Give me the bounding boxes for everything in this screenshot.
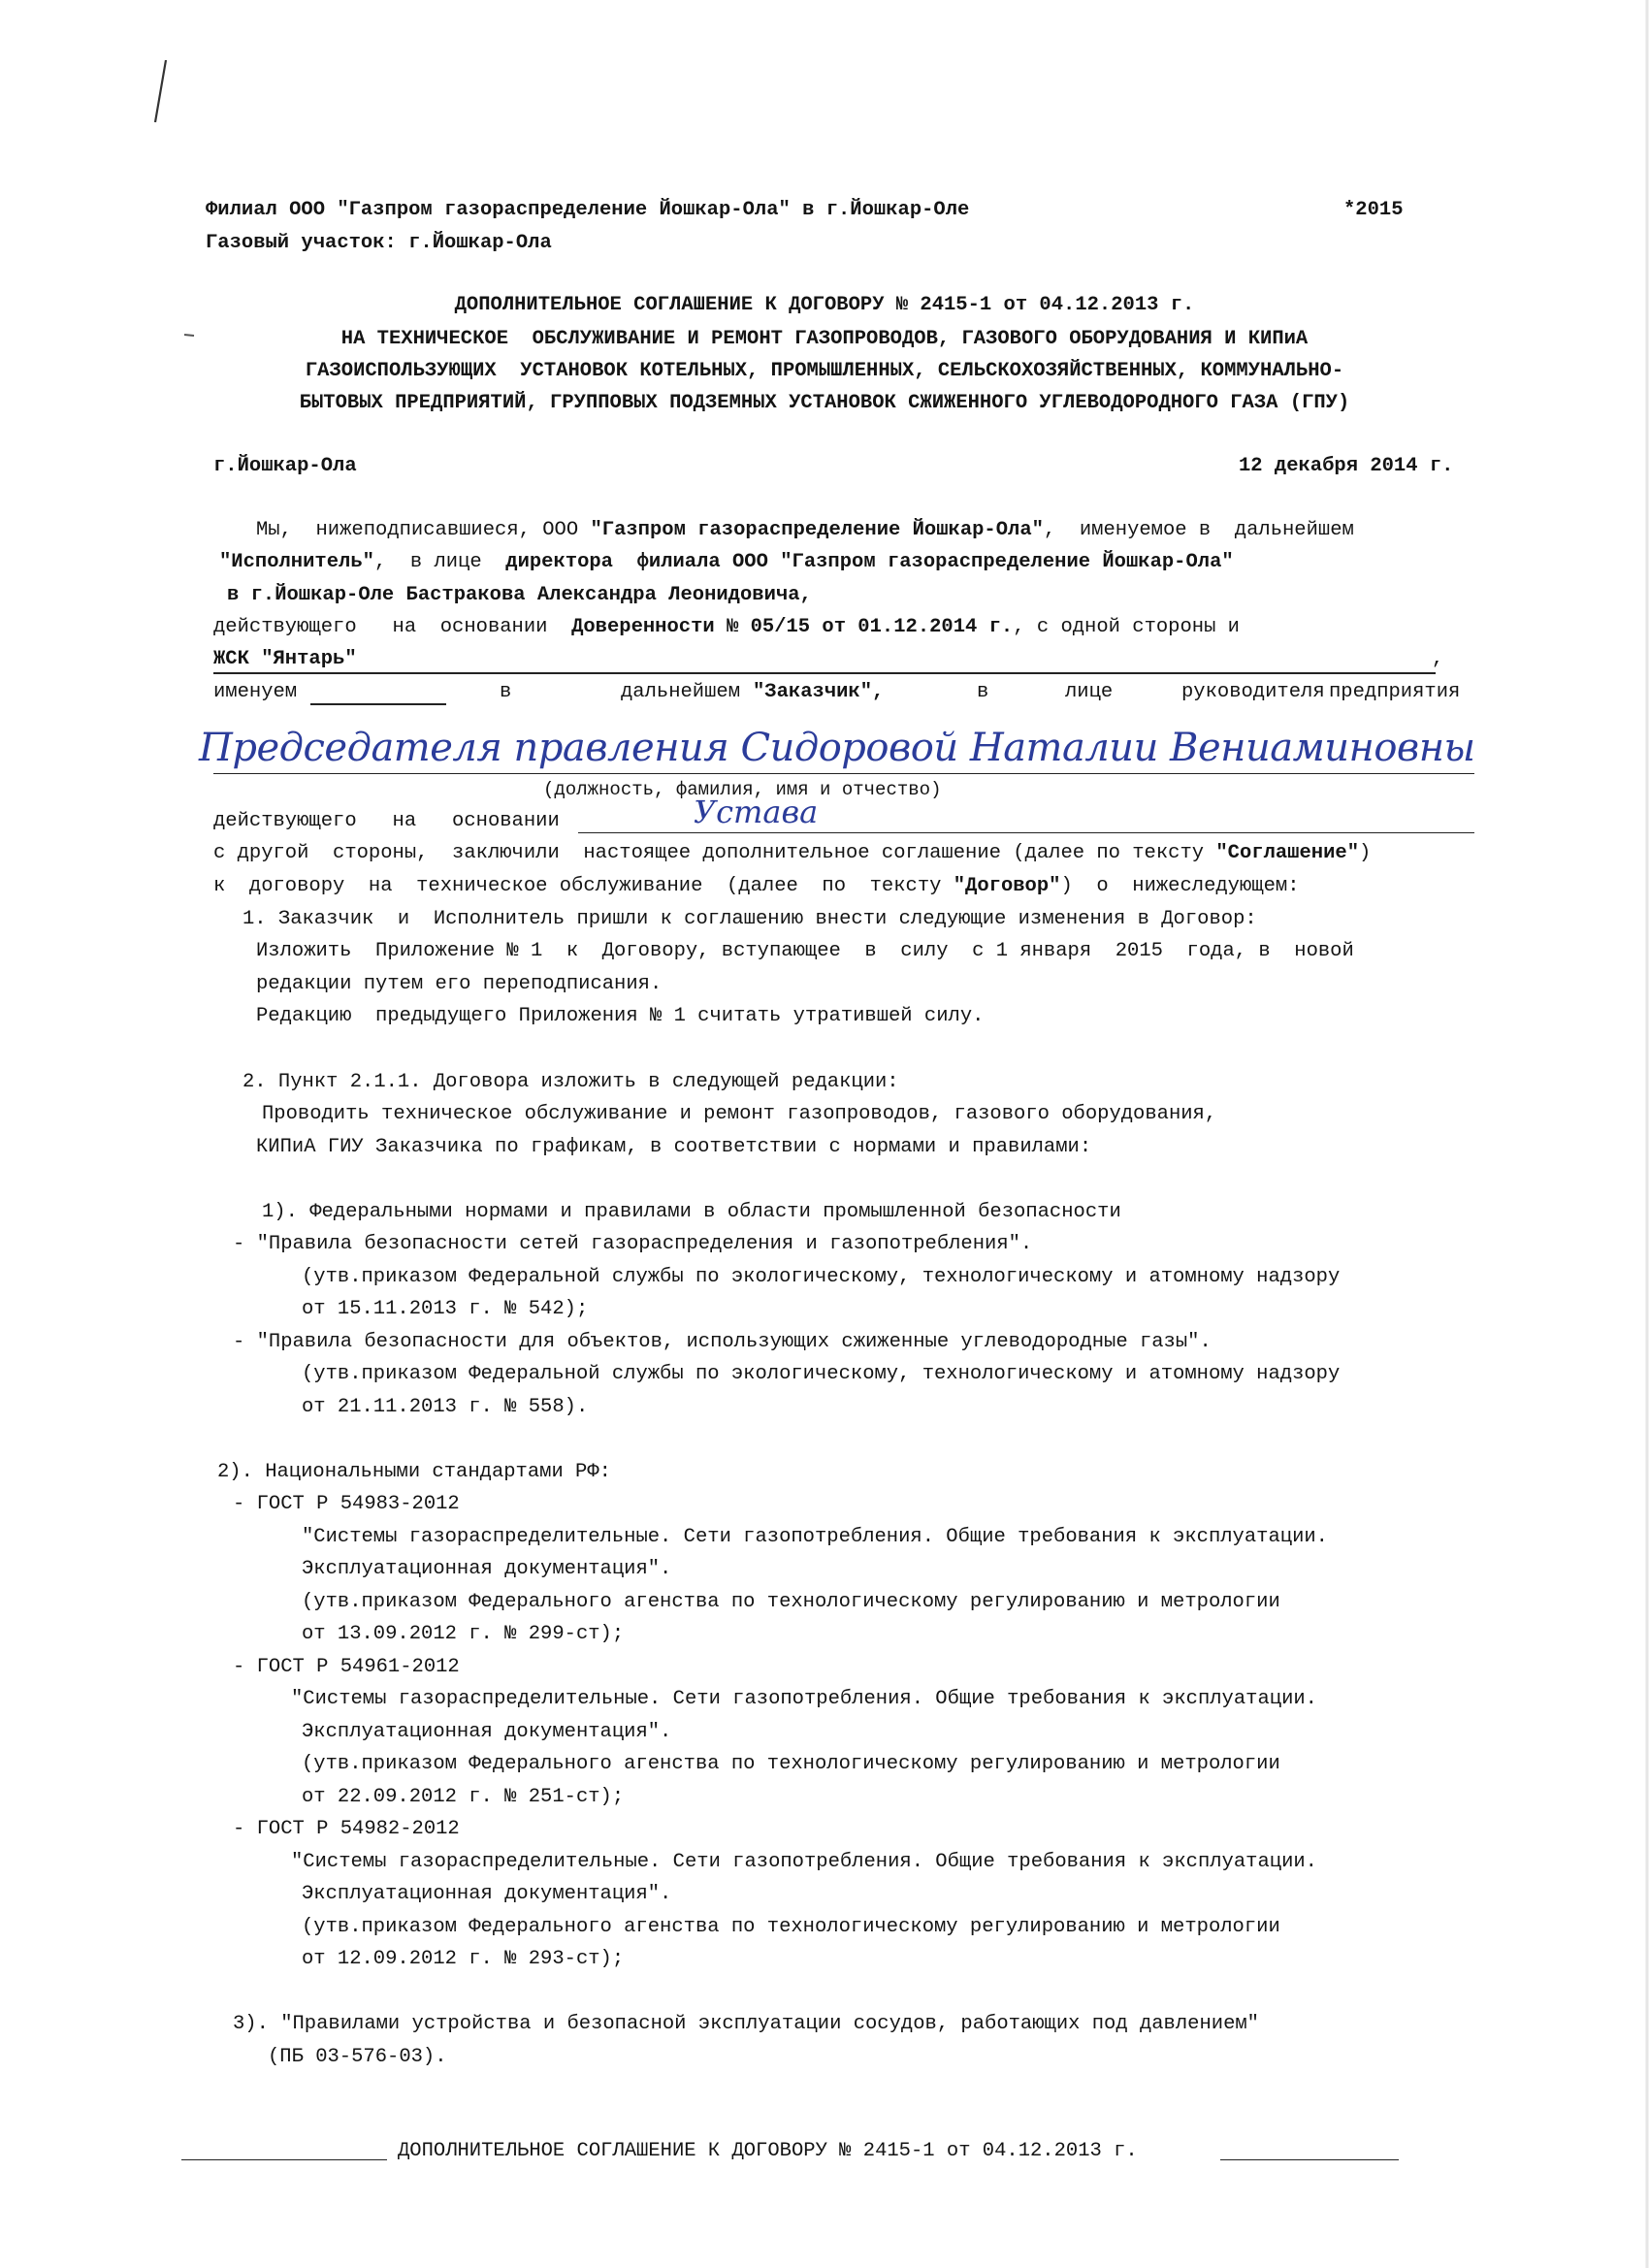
rule-item: - "Правила безопасности для объектов, использующих сжиженные углеводородные газы". <box>233 1331 1212 1353</box>
clause-1-line-2: Изложить Приложение № 1 к Договору, вступающее в силу с 1 января 2015 года, в новой <box>256 940 1354 962</box>
gost-subtitle: Эксплуатационная документация". <box>302 1883 672 1905</box>
text: руководителя <box>1181 681 1325 703</box>
rule-approval-date: от 15.11.2013 г. № 542); <box>302 1298 589 1320</box>
customer-org: ЖСК "Янтарь" <box>213 648 357 670</box>
basis-underline <box>578 832 1474 833</box>
rule-approval: (утв.приказом Федеральной службы по экологическому, технологическому и атомному надзору <box>302 1363 1341 1385</box>
customer-underline <box>213 672 1436 674</box>
text: лице <box>1065 681 1114 703</box>
branch-name: Филиал ООО "Газпром газораспределение Йошкар-Ола" в г.Йошкар-Оле <box>206 199 970 221</box>
footer-rule-left <box>181 2159 387 2160</box>
vessel-rules-line-1: 3). "Правилами устройства и безопасной эксплуатации сосудов, работающих под давлением" <box>233 2013 1259 2035</box>
preamble-line-9 <box>213 874 1300 899</box>
contract-term: "Договор" <box>953 875 1061 897</box>
handwritten-basis: Устава <box>694 794 819 830</box>
text: , с одной стороны и <box>1013 616 1240 638</box>
rule-item: - "Правила безопасности сетей газораспределения и газопотребления". <box>233 1233 1033 1255</box>
agreement-date: 12 декабря 2014 г. <box>1239 455 1454 477</box>
clause-2-line-1: 2. Пункт 2.1.1. Договора изложить в следующей редакции: <box>242 1071 899 1093</box>
title-line-2: НА ТЕХНИЧЕСКОЕ ОБСЛУЖИВАНИЕ И РЕМОНТ ГАЗОПРОВОДОВ, ГАЗОВОГО ОБОРУДОВАНИЯ И КИПиА <box>340 328 1309 350</box>
text: дальнейшем <box>621 681 741 703</box>
text: , именуемое в дальнейшем <box>1043 519 1354 541</box>
named-word: именуем <box>213 681 298 703</box>
gost-subtitle: Эксплуатационная документация". <box>302 1721 672 1743</box>
title-line-4: БЫТОВЫХ ПРЕДПРИЯТИЙ, ГРУППОВЫХ ПОДЗЕМНЫХ УСТАНОВОК СЖИЖЕННОГО УГЛЕВОДОРОДНОГО ГАЗА (ГПУ) <box>299 392 1350 414</box>
gost-item: - ГОСТ Р 54982-2012 <box>233 1818 460 1840</box>
clause-1-line-4: Редакцию предыдущего Приложения № 1 считать утратившей силу. <box>256 1005 985 1027</box>
clause-1-line-1: 1. Заказчик и Исполнитель пришли к соглашению внести следующие изменения в Договор: <box>242 908 1257 930</box>
place: г.Йошкар-Ола <box>213 455 357 477</box>
executor-position: директора филиала ООО "Газпром газораспределение Йошкар-Ола" <box>505 551 1234 573</box>
handwritten-representative: Председателя правления Сидоровой Наталии Вениаминовны <box>199 726 1475 770</box>
customer-term: "Заказчик", <box>753 681 885 703</box>
gost-approval: (утв.приказом Федерального агенства по технологическому регулированию и метрологии <box>302 1753 1280 1775</box>
clause-2-line-2: Проводить техническое обслуживание и ремонт газопроводов, газового оборудования, <box>262 1103 1217 1125</box>
text: действующего на основании <box>213 616 572 638</box>
title-line-1: ДОПОЛНИТЕЛЬНОЕ СОГЛАШЕНИЕ К ДОГОВОРУ № 2415-1 от 04.12.2013 г. <box>454 294 1195 316</box>
gost-item: - ГОСТ Р 54983-2012 <box>233 1493 460 1515</box>
gost-approval-date: от 12.09.2012 г. № 293-ст); <box>302 1948 625 1970</box>
power-of-attorney: Доверенности № 05/15 от 01.12.2014 г. <box>571 616 1014 638</box>
comma: , <box>1432 648 1444 670</box>
preamble-line-1 <box>256 518 1354 543</box>
text: , в лице <box>373 551 506 573</box>
gost-title: "Системы газораспределительные. Сети газопотребления. Общие требования к эксплуатации. <box>302 1526 1328 1548</box>
footer-title: ДОПОЛНИТЕЛЬНОЕ СОГЛАШЕНИЕ К ДОГОВОРУ № 2415-1 от 04.12.2013 г. <box>398 2140 1138 2162</box>
text: Мы, нижеподписавшиеся, ООО <box>256 519 591 541</box>
gas-section: Газовый участок: г.Йошкар-Ола <box>206 232 552 254</box>
title-line-3: ГАЗОИСПОЛЬЗУЮЩИХ УСТАНОВОК КОТЕЛЬНЫХ, ПРОМЫШЛЕННЫХ, СЕЛЬСКОХОЗЯЙСТВЕННЫХ, КОММУНАЛЬНО- <box>305 360 1344 382</box>
preamble-line-8 <box>213 841 1371 866</box>
document-code: *2015 <box>1343 199 1404 221</box>
gost-item: - ГОСТ Р 54961-2012 <box>233 1656 460 1678</box>
preamble-line-2 <box>219 550 1234 575</box>
gost-approval-date: от 22.09.2012 г. № 251-ст); <box>302 1786 625 1808</box>
text: к договору на техническое обслуживание (далее по тексту <box>213 875 954 897</box>
customer-name <box>213 647 357 672</box>
executor-representative: в г.Йошкар-Оле Бастракова Александра Леонидовича, <box>227 584 812 606</box>
text: ) <box>1359 842 1372 864</box>
gost-approval-date: от 13.09.2012 г. № 299-ст); <box>302 1623 625 1645</box>
text: ) о нижеследующем: <box>1060 875 1300 897</box>
clause-2-line-3: КИПиА ГИУ Заказчика по графикам, в соответствии с нормами и правилами: <box>256 1136 1092 1158</box>
gost-subtitle: Эксплуатационная документация". <box>302 1558 672 1580</box>
footer-rule-right <box>1220 2159 1399 2160</box>
national-standards-heading: 2). Национальными стандартами РФ: <box>217 1461 611 1483</box>
gost-title: "Системы газораспределительные. Сети газопотребления. Общие требования к эксплуатации. <box>291 1688 1317 1710</box>
text: предприятия <box>1329 681 1461 703</box>
gost-title: "Системы газораспределительные. Сети газопотребления. Общие требования к эксплуатации. <box>291 1851 1317 1873</box>
named-blank <box>310 703 446 705</box>
gost-approval: (утв.приказом Федерального агенства по технологическому регулированию и метрологии <box>302 1916 1280 1938</box>
representative-underline <box>213 773 1474 774</box>
clause-1-line-3: редакции путем его переподписания. <box>256 973 663 995</box>
rule-approval-date: от 21.11.2013 г. № 558). <box>302 1396 589 1418</box>
federal-norms-heading: 1). Федеральными нормами и правилами в области промышленной безопасности <box>262 1201 1121 1223</box>
vessel-rules-line-2: (ПБ 03-576-03). <box>268 2046 447 2068</box>
gost-approval: (утв.приказом Федерального агенства по технологическому регулированию и метрологии <box>302 1591 1280 1613</box>
preamble-line-4 <box>213 615 1240 640</box>
position-caption: (должность, фамилия, имя и отчество) <box>543 779 942 800</box>
executor-term: "Исполнитель" <box>219 551 374 573</box>
company-name: "Газпром газораспределение Йошкар-Ола" <box>590 519 1044 541</box>
text: в <box>500 681 512 703</box>
agreement-term: "Соглашение" <box>1215 842 1359 864</box>
text: с другой стороны, заключили настоящее дополнительное соглашение (далее по тексту <box>213 842 1216 864</box>
rule-approval: (утв.приказом Федеральной службы по экологическому, технологическому и атомному надзору <box>302 1266 1341 1288</box>
basis-label: действующего на основании <box>213 810 560 832</box>
text: в <box>977 681 989 703</box>
